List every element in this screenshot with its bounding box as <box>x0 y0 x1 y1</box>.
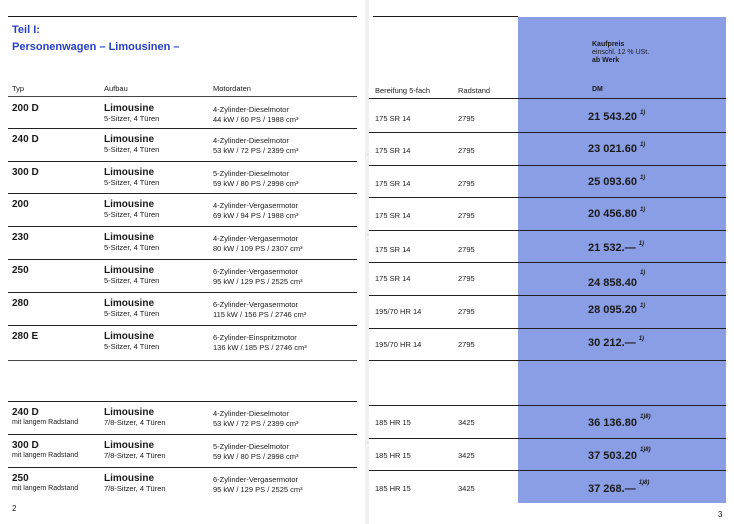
body-style-name: Limousine <box>104 331 155 342</box>
engine-data <box>213 201 298 220</box>
tyre-size: 175 SR 14 <box>375 274 411 283</box>
model-type-label: 200 <box>12 199 29 210</box>
model-type <box>12 232 29 243</box>
body-style <box>104 298 159 318</box>
tyre-size: 195/70 HR 14 <box>375 307 422 316</box>
tyre-size: 175 SR 14 <box>375 245 411 254</box>
row-divider-right <box>369 165 726 166</box>
engine-type: 5-Zylinder-Dieselmotor <box>213 442 289 451</box>
engine-type: 5-Zylinder-Dieselmotor <box>213 169 289 178</box>
row-divider-left <box>8 96 357 97</box>
model-type-note: mit langem Radstand <box>12 419 79 426</box>
body-style <box>104 199 159 219</box>
body-style <box>104 232 159 252</box>
row-divider-left <box>8 360 357 361</box>
price <box>588 110 645 123</box>
header-kaufpreis-werk: ab Werk <box>592 57 620 64</box>
seats-doors: 5-Sitzer, 4 Türen <box>104 276 160 285</box>
seats-doors: 7/8-Sitzer, 4 Türen <box>104 484 166 493</box>
price <box>588 303 645 316</box>
engine-output: 53 kW / 72 PS / 2399 cm³ <box>213 145 299 155</box>
model-type <box>12 134 39 145</box>
model-type-label: 230 <box>12 232 29 243</box>
wheelbase: 2795 <box>458 114 475 123</box>
price-value: 28 095.20 <box>588 304 637 316</box>
engine-type: 4-Zylinder-Vergasermotor <box>213 201 299 210</box>
body-style <box>104 134 159 154</box>
model-type <box>12 265 29 276</box>
engine-data <box>213 169 298 188</box>
body-style <box>104 407 166 427</box>
header-bereifung: Bereifung 5-fach <box>375 86 431 95</box>
engine-output: 136 kW / 185 PS / 2746 cm³ <box>213 342 307 352</box>
model-type <box>12 331 38 342</box>
body-style-name: Limousine <box>104 232 155 243</box>
section-title: Teil I: <box>12 24 40 36</box>
price <box>588 175 645 188</box>
header-kaufpreis: Kaufpreis <box>592 41 625 48</box>
price <box>588 241 644 254</box>
seats-doors: 5-Sitzer, 4 Türen <box>104 178 160 187</box>
model-type-label: 280 E <box>12 331 39 342</box>
row-divider-right <box>369 295 726 296</box>
price-footnote: 1)8) <box>639 414 651 420</box>
engine-data <box>213 136 298 155</box>
row-divider-left <box>8 434 357 435</box>
wheelbase: 2795 <box>458 307 475 316</box>
body-style-name: Limousine <box>104 134 155 145</box>
price-value: 25 093.60 <box>588 176 637 188</box>
engine-type: 6-Zylinder-Einspritzmotor <box>213 333 297 342</box>
gutter-tick: · <box>367 232 369 238</box>
price-footnote: 1) <box>639 270 646 276</box>
row-divider-left <box>8 325 357 326</box>
seats-doors: 7/8-Sitzer, 4 Türen <box>104 418 166 427</box>
row-divider-right <box>369 197 726 198</box>
page-number-right: 3 <box>718 510 723 519</box>
price-footnote: 1) <box>639 142 646 148</box>
engine-data <box>213 300 306 319</box>
body-style-name: Limousine <box>104 167 155 178</box>
row-divider-right <box>369 328 726 329</box>
body-style <box>104 265 159 285</box>
row-divider-right <box>369 262 726 263</box>
engine-type: 4-Zylinder-Dieselmotor <box>213 409 289 418</box>
engine-type: 6-Zylinder-Vergasermotor <box>213 267 299 276</box>
seats-doors: 5-Sitzer, 4 Türen <box>104 210 160 219</box>
header-kaufpreis-vat: einschl. 12 % USt. <box>592 49 650 56</box>
engine-data <box>213 333 307 352</box>
wheelbase: 2795 <box>458 179 475 188</box>
model-type <box>12 103 39 114</box>
price-footnote: 1) <box>638 241 645 247</box>
price <box>588 480 649 495</box>
engine-output: 69 kW / 94 PS / 1988 cm³ <box>213 210 299 220</box>
model-type-label: 300 D <box>12 167 39 178</box>
engine-data <box>213 409 298 428</box>
row-divider-right <box>369 470 726 471</box>
body-style <box>104 103 159 123</box>
price <box>588 447 651 462</box>
price <box>588 336 644 349</box>
tyre-size: 185 HR 15 <box>375 451 411 460</box>
page-number-left: 2 <box>12 504 17 513</box>
row-divider-left <box>8 226 357 227</box>
seats-doors: 7/8-Sitzer, 4 Türen <box>104 451 166 460</box>
price-value: 37 503.20 <box>588 450 637 462</box>
engine-type: 4-Zylinder-Dieselmotor <box>213 105 289 114</box>
price-value: 24 858.40 <box>588 277 637 289</box>
wheelbase: 3425 <box>458 418 475 427</box>
price-footnote: 1) <box>639 303 646 309</box>
header-radstand: Radstand <box>458 86 491 95</box>
model-type-label: 200 D <box>12 103 39 114</box>
engine-output: 59 kW / 80 PS / 2998 cm³ <box>213 451 299 461</box>
tyre-size: 185 HR 15 <box>375 484 411 493</box>
price-footnote: 1)8) <box>639 447 651 453</box>
wheelbase: 2795 <box>458 274 475 283</box>
wheelbase: 2795 <box>458 245 475 254</box>
row-divider-right <box>369 360 726 361</box>
header-currency: DM <box>592 86 603 93</box>
model-type-label: 300 D <box>12 440 39 451</box>
price-footnote: 1) <box>639 110 646 116</box>
row-divider-right <box>369 405 726 406</box>
body-style-name: Limousine <box>104 440 155 451</box>
model-type-note: mit langem Radstand <box>12 485 79 492</box>
tyre-size: 195/70 HR 14 <box>375 340 422 349</box>
price-value: 21 532.— <box>588 242 636 254</box>
price <box>588 270 645 289</box>
top-rule-right <box>373 16 518 17</box>
seats-doors: 5-Sitzer, 4 Türen <box>104 243 160 252</box>
gutter-tick: · <box>367 152 369 158</box>
model-type-label: 250 <box>12 473 29 484</box>
engine-type: 6-Zylinder-Vergasermotor <box>213 475 299 484</box>
price-footnote: 1) <box>639 207 646 213</box>
model-type <box>12 298 29 309</box>
gutter-tick: · <box>367 440 369 446</box>
engine-output: 59 kW / 80 PS / 2998 cm³ <box>213 178 299 188</box>
seats-doors: 5-Sitzer, 4 Türen <box>104 309 160 318</box>
engine-data <box>213 234 303 253</box>
seats-doors: 5-Sitzer, 4 Türen <box>104 145 160 154</box>
price-value: 37 268.— <box>588 483 636 495</box>
model-type-label: 250 <box>12 265 29 276</box>
engine-type: 4-Zylinder-Vergasermotor <box>213 234 299 243</box>
section-subtitle: Personenwagen – Limousinen – <box>12 41 180 53</box>
row-divider-right <box>369 438 726 439</box>
body-style-name: Limousine <box>104 407 155 418</box>
top-rule-left <box>8 16 357 17</box>
engine-type: 4-Zylinder-Dieselmotor <box>213 136 289 145</box>
row-divider-left <box>8 467 357 468</box>
row-divider-right <box>369 98 726 99</box>
model-type <box>12 473 78 493</box>
tyre-size: 185 HR 15 <box>375 418 411 427</box>
price-value: 36 136.80 <box>588 417 637 429</box>
wheelbase: 2795 <box>458 211 475 220</box>
engine-output: 95 kW / 129 PS / 2525 cm³ <box>213 484 303 494</box>
row-divider-left <box>8 401 357 402</box>
price-footnote: 1)8) <box>638 480 650 486</box>
wheelbase: 2795 <box>458 340 475 349</box>
body-style <box>104 473 166 493</box>
header-motordaten: Motordaten <box>213 84 251 93</box>
engine-data <box>213 442 298 461</box>
tyre-size: 175 SR 14 <box>375 211 411 220</box>
tyre-size: 175 SR 14 <box>375 179 411 188</box>
price <box>588 207 645 220</box>
body-style-name: Limousine <box>104 103 155 114</box>
engine-output: 115 kW / 156 PS / 2746 cm³ <box>213 309 307 319</box>
tyre-size: 175 SR 14 <box>375 114 411 123</box>
model-type-label: 240 D <box>12 407 39 418</box>
body-style-name: Limousine <box>104 265 155 276</box>
price-value: 21 543.20 <box>588 111 637 123</box>
engine-output: 95 kW / 129 PS / 2525 cm³ <box>213 276 303 286</box>
price-footnote: 1) <box>638 336 645 342</box>
tyre-size: 175 SR 14 <box>375 146 411 155</box>
header-typ: Typ <box>12 84 25 93</box>
model-type-label: 280 <box>12 298 29 309</box>
engine-output: 44 kW / 60 PS / 1988 cm³ <box>213 114 299 124</box>
engine-output: 53 kW / 72 PS / 2399 cm³ <box>213 418 299 428</box>
body-style-name: Limousine <box>104 199 155 210</box>
seats-doors: 5-Sitzer, 4 Türen <box>104 114 160 123</box>
model-type <box>12 199 29 210</box>
seats-doors: 5-Sitzer, 4 Türen <box>104 342 160 351</box>
engine-data <box>213 475 303 494</box>
wheelbase: 3425 <box>458 484 475 493</box>
model-type <box>12 440 78 460</box>
engine-type: 6-Zylinder-Vergasermotor <box>213 300 299 309</box>
row-divider-right <box>369 230 726 231</box>
body-style-name: Limousine <box>104 298 155 309</box>
engine-data <box>213 105 298 124</box>
row-divider-left <box>8 128 357 129</box>
price-value: 30 212.— <box>588 337 636 349</box>
price <box>588 142 645 155</box>
wheelbase: 2795 <box>458 146 475 155</box>
engine-output: 80 kW / 109 PS / 2307 cm³ <box>213 243 303 253</box>
model-type-note: mit langem Radstand <box>12 452 79 459</box>
header-aufbau: Aufbau <box>104 84 128 93</box>
price-column-background <box>518 17 726 503</box>
row-divider-left <box>8 259 357 260</box>
row-divider-left <box>8 292 357 293</box>
row-divider-right <box>369 132 726 133</box>
body-style-name: Limousine <box>104 473 155 484</box>
model-type <box>12 407 78 427</box>
row-divider-left <box>8 193 357 194</box>
price <box>588 414 651 429</box>
body-style <box>104 167 159 187</box>
body-style <box>104 440 166 460</box>
model-type-label: 240 D <box>12 134 39 145</box>
body-style <box>104 331 159 351</box>
wheelbase: 3425 <box>458 451 475 460</box>
price-footnote: 1) <box>639 175 646 181</box>
engine-data <box>213 267 303 286</box>
model-type <box>12 167 39 178</box>
price-value: 20 456.80 <box>588 208 637 220</box>
row-divider-left <box>8 161 357 162</box>
price-value: 23 021.60 <box>588 143 637 155</box>
